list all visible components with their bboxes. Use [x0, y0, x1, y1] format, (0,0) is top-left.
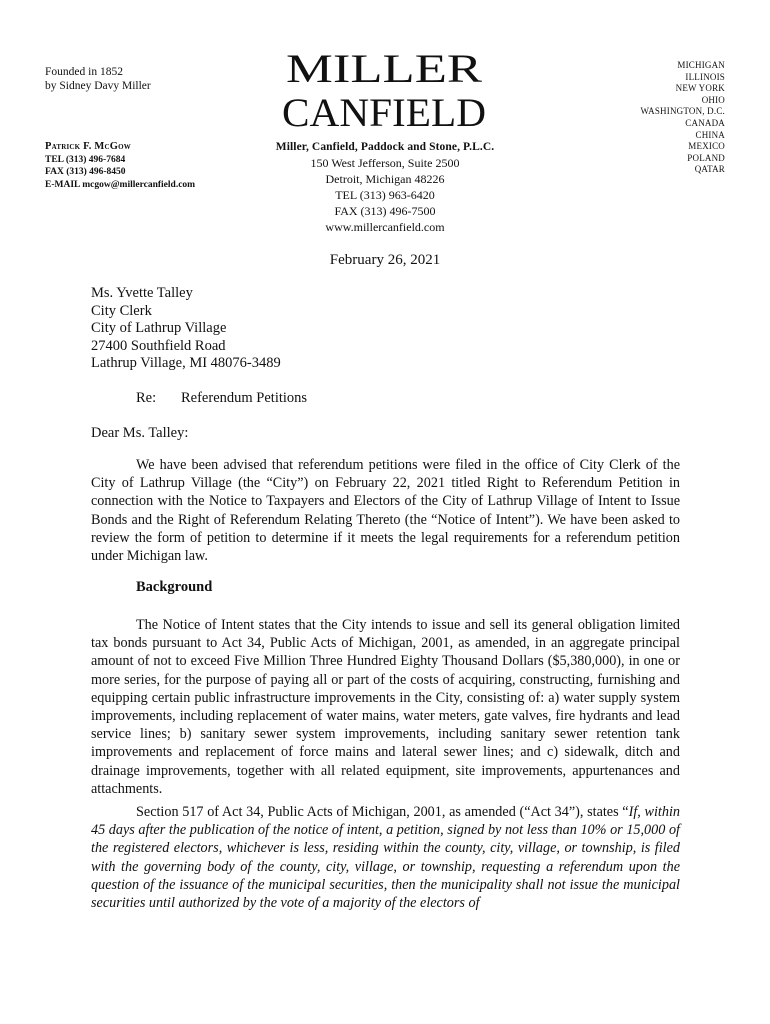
re-subject: Referendum Petitions — [181, 390, 308, 406]
location-item: MICHIGAN — [677, 60, 725, 70]
addressee-line: 27400 Southfield Road — [91, 337, 226, 354]
firm-name: Miller, Canfield, Paddock and Stone, P.L.C. — [275, 141, 495, 153]
miller-canfield-logo — [278, 48, 490, 130]
attorney-name: Patrick F. McGow — [45, 141, 132, 152]
addressee-line: Lathrup Village, MI 48076-3489 — [91, 355, 281, 372]
subject-line — [136, 390, 308, 407]
firm-address-block — [235, 139, 535, 235]
location-item: WASHINGTON, D.C. — [640, 106, 725, 117]
statute-quote: If, within 45 days after the publication of the notice of intent, a petition, signed by not less than 10% or 15,000 of the registered electors, whichever is less, residing within the county, city, village, or township, is filed with the governing body of the county, city, village, or township, requesting a referendum upon the question of the issuance of the municipal securities, then the municipality shall not issue the municipal securities until authorized by the vote of a majority of the electors of — [91, 804, 680, 912]
location-item: QATAR — [694, 164, 725, 175]
location-item: ILLINOIS — [685, 71, 725, 82]
re-label: Re: — [136, 390, 157, 406]
location-item: POLAND — [687, 152, 725, 163]
body-paragraph-2: The Notice of Intent states that the City intends to issue and sell its general obligation limited tax bonds pursuant to Act 34, Public Acts of Michigan, 2001, as amended, in an aggregate principal amount of not to exceed Five Million Three Hundred Eighty Thousand Dollars ($5,380,000), in one or more series, for the purpose of paying all or part of the costs of acquiring, constructing, furnishing and equipping certain public infrastructure improvements in the City, consisting of: a) water supply system improvements, including replacement of water mains, water meters, gate valves, fire hydrants and lead service lines; b) sanitary sewer system improvements, including sanitary sewer retention tank improvements and replacement of force mains and lateral sewer lines; and c) sidewalk, ditch and drainage improvements, together with all related equipment, site improvements, appurtenances and attachments. — [91, 617, 680, 797]
attorney-fax: FAX (313) 496-8450 — [45, 167, 126, 177]
attorney-contact — [45, 141, 195, 191]
body-paragraph-3 — [91, 803, 680, 912]
section-heading-background: Background — [136, 579, 213, 595]
attorney-tel: TEL (313) 496-7684 — [45, 154, 126, 165]
addressee-line: City Clerk — [91, 302, 152, 319]
location-item: CANADA — [685, 117, 725, 128]
location-item: CHINA — [695, 129, 725, 140]
founded-line-1: Founded in 1852 — [45, 66, 123, 78]
addressee-line: City of Lathrup Village — [91, 320, 227, 337]
location-item: NEW YORK — [675, 83, 725, 94]
addressee-line: Ms. Yvette Talley — [91, 285, 193, 301]
salutation: Dear Ms. Talley: — [91, 425, 189, 441]
office-locations — [640, 60, 725, 176]
founded-note — [45, 65, 151, 93]
firm-tel: TEL (313) 963-6420 — [335, 188, 435, 202]
firm-fax: FAX (313) 496-7500 — [334, 204, 436, 218]
location-item: OHIO — [701, 94, 725, 105]
body-paragraph-1: We have been advised that referendum petitions were filed in the office of City Clerk of the City of Lathrup Village (the “City”) on February 22, 2021 titled Right to Referendum Petition in connection with the Notice to Taxpayers and Electors of the City of Lathrup Village of Intent to Issue Bonds and the Right of Referendum Relating Thereto (the “Notice of Intent”). We have been asked to review the form of petition to determine if it meets the legal requirements for a referendum petition under Michigan law. — [91, 457, 680, 565]
logo-line-1: MILLER — [286, 48, 483, 91]
firm-street: 150 West Jefferson, Suite 2500 — [310, 156, 460, 170]
firm-website: www.millercanfield.com — [325, 220, 445, 234]
attorney-email: E-MAIL mcgow@millercanfield.com — [45, 179, 196, 190]
paragraph-3-lead: Section 517 of Act 34, Public Acts of Michigan, 2001, as amended (“Act 34”), states “ — [136, 804, 629, 820]
addressee-block — [91, 285, 281, 373]
location-item: MEXICO — [688, 141, 725, 152]
letter-date: February 26, 2021 — [329, 252, 441, 268]
founded-line-2: by Sidney Davy Miller — [45, 80, 151, 92]
logo-line-2: CANFIELD — [282, 90, 486, 130]
firm-city: Detroit, Michigan 48226 — [325, 172, 445, 186]
